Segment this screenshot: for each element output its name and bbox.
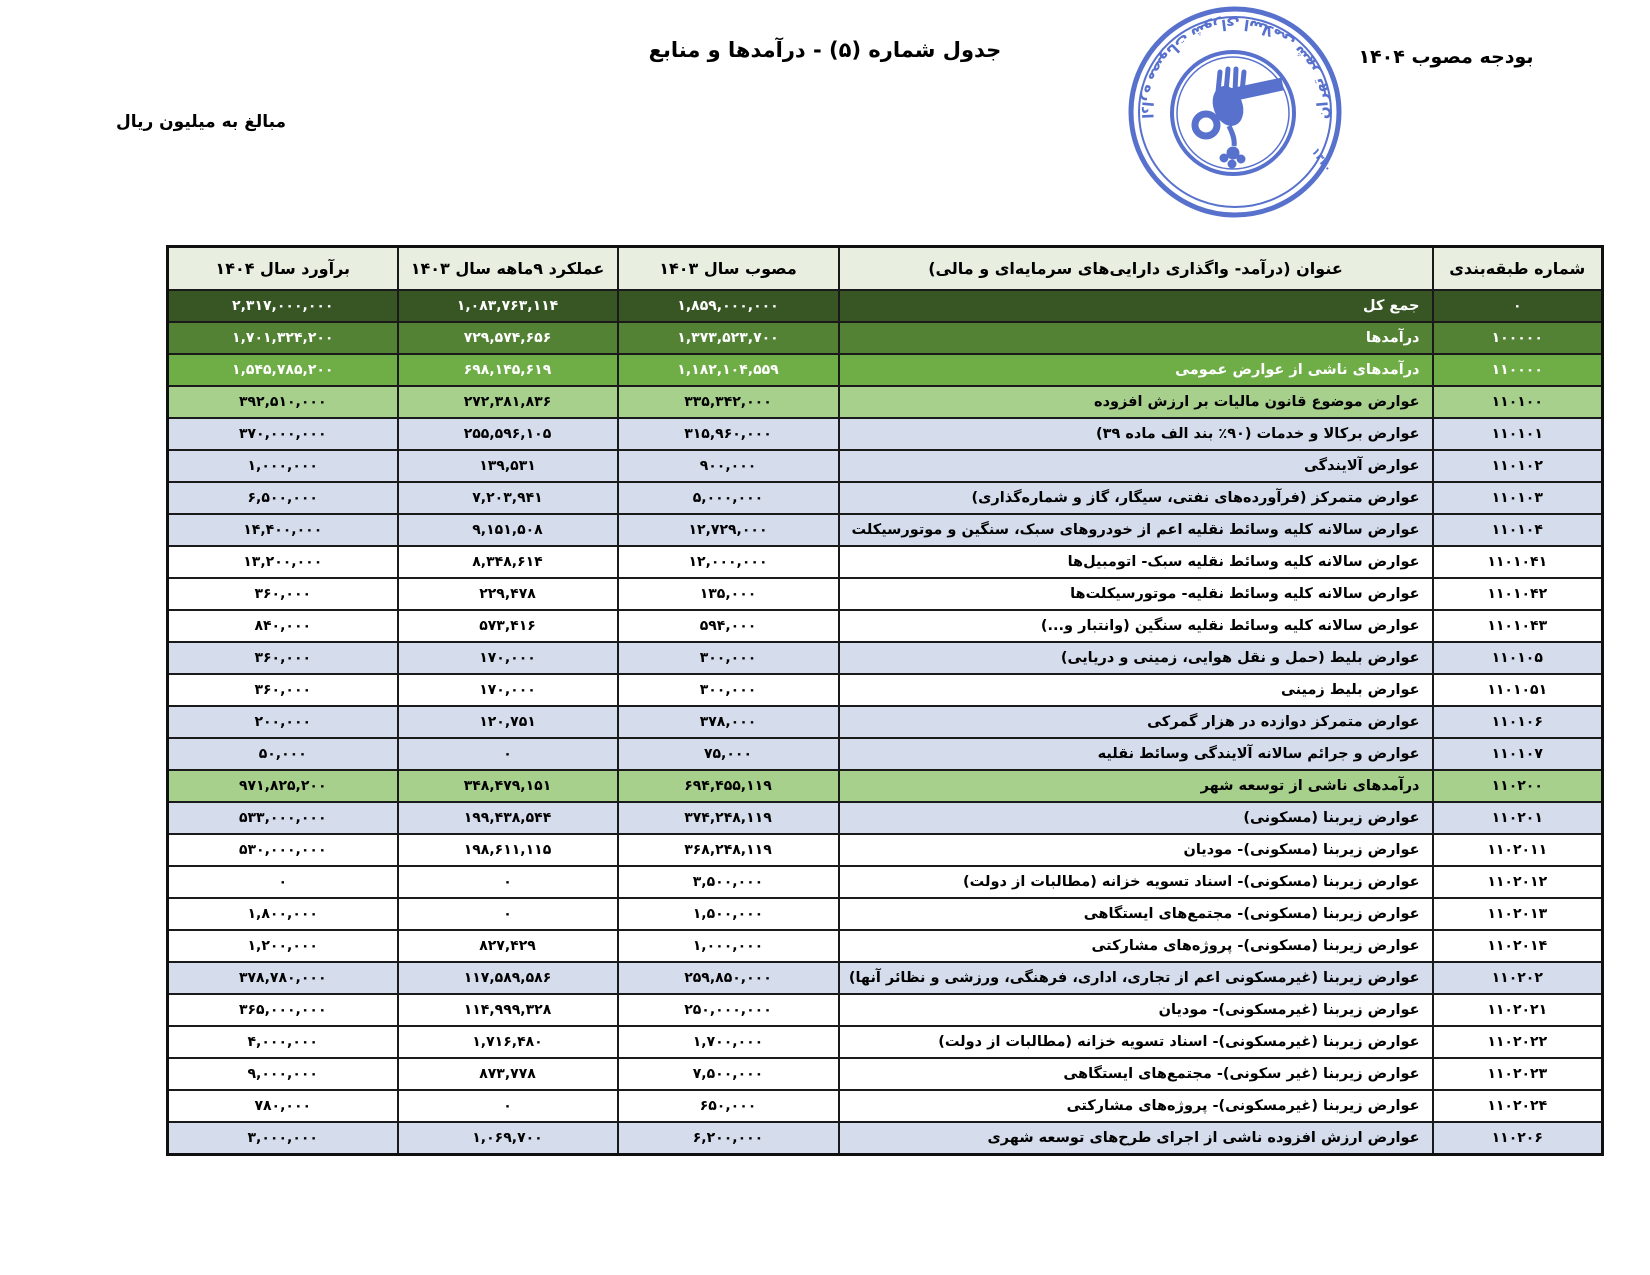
row-performance-cell: ۱,۰۸۳,۷۶۳,۱۱۴: [398, 290, 618, 322]
row-code-cell: ۱۱۰۱۰۵: [1433, 642, 1603, 674]
table-row: [168, 962, 1603, 994]
row-performance-cell: ۱۹۸,۶۱۱,۱۱۵: [398, 834, 618, 866]
row-performance-cell: ۰: [398, 1090, 618, 1122]
row-approved-cell: ۱,۵۰۰,۰۰۰: [618, 898, 839, 930]
row-code-cell: ۱۱۰۲۰۲۳: [1433, 1058, 1603, 1090]
row-performance-cell: ۱۲۰,۷۵۱: [398, 706, 618, 738]
row-approved-cell: ۹۰۰,۰۰۰: [618, 450, 839, 482]
row-title-cell: عوارض زیربنا (غیرمسکونی)- پروژه‌های مشارکتی: [839, 1090, 1433, 1122]
row-estimate-cell: ۱,۵۴۵,۷۸۵,۲۰۰: [168, 354, 398, 386]
row-performance-cell: ۷۲۹,۵۷۴,۶۵۶: [398, 322, 618, 354]
row-title-cell: جمع کل: [839, 290, 1433, 322]
row-code-cell: ۱۱۰۲۰۱۴: [1433, 930, 1603, 962]
row-code-cell: ۱۱۰۲۰۲۲: [1433, 1026, 1603, 1058]
budget-year-label: بودجه مصوب ۱۴۰۴: [1358, 46, 1534, 68]
table-row: [168, 994, 1603, 1026]
row-title-cell: درآمدهای ناشی از توسعه شهر: [839, 770, 1433, 802]
row-estimate-cell: ۵۳۳,۰۰۰,۰۰۰: [168, 802, 398, 834]
row-code-cell: ۱۱۰۱۰۴۱: [1433, 546, 1603, 578]
row-title-cell: عوارض زیربنا (غیرمسکونی)- مودیان: [839, 994, 1433, 1026]
row-estimate-cell: ۸۴۰,۰۰۰: [168, 610, 398, 642]
row-approved-cell: ۱۳۵,۰۰۰: [618, 578, 839, 610]
row-estimate-cell: ۳,۰۰۰,۰۰۰: [168, 1122, 398, 1155]
row-performance-cell: ۵۷۳,۴۱۶: [398, 610, 618, 642]
row-title-cell: عوارض سالانه کلیه وسائط نقلیه سبک- اتومبیل‌ها: [839, 546, 1433, 578]
row-estimate-cell: ۵۰,۰۰۰: [168, 738, 398, 770]
council-stamp: [1123, 2, 1347, 224]
row-code-cell: ۱۱۰۲۰۱: [1433, 802, 1603, 834]
row-approved-cell: ۳۷۸,۰۰۰: [618, 706, 839, 738]
row-code-cell: ۱۱۰۱۰۵۱: [1433, 674, 1603, 706]
table-row: [168, 482, 1603, 514]
row-approved-cell: ۳۰۰,۰۰۰: [618, 642, 839, 674]
row-approved-cell: ۷,۵۰۰,۰۰۰: [618, 1058, 839, 1090]
row-title-cell: عوارض زیربنا (مسکونی): [839, 802, 1433, 834]
budget-table: [166, 245, 1604, 1156]
row-performance-cell: ۲۷۲,۳۸۱,۸۳۶: [398, 386, 618, 418]
row-estimate-cell: ۴,۰۰۰,۰۰۰: [168, 1026, 398, 1058]
table-row: [168, 898, 1603, 930]
row-performance-cell: ۰: [398, 898, 618, 930]
row-title-cell: عوارض موضوع قانون مالیات بر ارزش افزوده: [839, 386, 1433, 418]
row-estimate-cell: ۲۰۰,۰۰۰: [168, 706, 398, 738]
row-code-cell: ۱۱۰۱۰۶: [1433, 706, 1603, 738]
row-title-cell: عوارض زیربنا (غیرمسکونی)- اسناد تسویه خزانه (مطالبات از دولت): [839, 1026, 1433, 1058]
row-title-cell: عوارض متمرکز (فرآورده‌های نفتی، سیگار، گاز و شماره‌گذاری): [839, 482, 1433, 514]
row-code-cell: ۱۱۰۲۰۰: [1433, 770, 1603, 802]
row-approved-cell: ۳۳۵,۳۴۲,۰۰۰: [618, 386, 839, 418]
table-row: [168, 354, 1603, 386]
row-code-cell: ۱۱۰۲۰۲۴: [1433, 1090, 1603, 1122]
row-title-cell: عوارض زیربنا (غیرمسکونی اعم از تجاری، اداری، فرهنگی، ورزشی و نظائر آنها): [839, 962, 1433, 994]
row-approved-cell: ۵۹۴,۰۰۰: [618, 610, 839, 642]
row-estimate-cell: ۱۳,۲۰۰,۰۰۰: [168, 546, 398, 578]
row-title-cell: عوارض بلیط (حمل و نقل هوایی، زمینی و دریایی): [839, 642, 1433, 674]
header-approved-1403: مصوب سال ۱۴۰۳: [618, 247, 839, 290]
row-title-cell: عوارض آلایندگی: [839, 450, 1433, 482]
row-title-cell: عوارض زیربنا (مسکونی)- مودیان: [839, 834, 1433, 866]
row-code-cell: ۱۱۰۲۰۱۱: [1433, 834, 1603, 866]
row-estimate-cell: ۱۴,۴۰۰,۰۰۰: [168, 514, 398, 546]
row-approved-cell: ۳۶۸,۲۴۸,۱۱۹: [618, 834, 839, 866]
row-code-cell: ۱۱۰۲۰۲۱: [1433, 994, 1603, 1026]
row-title-cell: عوارض ارزش افزوده ناشی از اجرای طرح‌های توسعه شهری: [839, 1122, 1433, 1155]
table-row: [168, 514, 1603, 546]
row-performance-cell: ۱۳۹,۵۳۱: [398, 450, 618, 482]
row-code-cell: ۰: [1433, 290, 1603, 322]
table-row: [168, 738, 1603, 770]
row-approved-cell: ۱,۳۷۳,۵۲۳,۷۰۰: [618, 322, 839, 354]
row-code-cell: ۱۱۰۱۰۴۲: [1433, 578, 1603, 610]
row-estimate-cell: ۹۷۱,۸۲۵,۲۰۰: [168, 770, 398, 802]
row-title-cell: درآمدها: [839, 322, 1433, 354]
row-title-cell: عوارض بلیط زمینی: [839, 674, 1433, 706]
row-performance-cell: ۶۹۸,۱۴۵,۶۱۹: [398, 354, 618, 386]
row-estimate-cell: ۱,۰۰۰,۰۰۰: [168, 450, 398, 482]
table-row: [168, 1090, 1603, 1122]
row-code-cell: ۱۱۰۱۰۲: [1433, 450, 1603, 482]
table-row: [168, 802, 1603, 834]
row-performance-cell: ۹,۱۵۱,۵۰۸: [398, 514, 618, 546]
table-row: [168, 578, 1603, 610]
row-performance-cell: ۳۴۸,۴۷۹,۱۵۱: [398, 770, 618, 802]
row-approved-cell: ۲۵۰,۰۰۰,۰۰۰: [618, 994, 839, 1026]
stamp-small-text: ۱۳۲۰: [1308, 145, 1335, 175]
row-performance-cell: ۱۷۰,۰۰۰: [398, 674, 618, 706]
row-performance-cell: ۱۹۹,۴۳۸,۵۴۴: [398, 802, 618, 834]
row-title-cell: عوارض زیربنا (مسکونی)- اسناد تسویه خزانه (مطالبات از دولت): [839, 866, 1433, 898]
row-estimate-cell: ۲,۳۱۷,۰۰۰,۰۰۰: [168, 290, 398, 322]
row-estimate-cell: ۳۹۲,۵۱۰,۰۰۰: [168, 386, 398, 418]
row-approved-cell: ۶۵۰,۰۰۰: [618, 1090, 839, 1122]
row-estimate-cell: ۱,۸۰۰,۰۰۰: [168, 898, 398, 930]
row-performance-cell: ۲۵۵,۵۹۶,۱۰۵: [398, 418, 618, 450]
row-approved-cell: ۳,۵۰۰,۰۰۰: [618, 866, 839, 898]
row-performance-cell: ۸,۳۴۸,۶۱۴: [398, 546, 618, 578]
budget-table-body: [168, 290, 1603, 1155]
row-estimate-cell: ۷۸۰,۰۰۰: [168, 1090, 398, 1122]
table-row: [168, 322, 1603, 354]
header-estimate-1404: برآورد سال ۱۴۰۴: [168, 247, 398, 290]
row-approved-cell: ۵,۰۰۰,۰۰۰: [618, 482, 839, 514]
row-code-cell: ۱۱۰۱۰۳: [1433, 482, 1603, 514]
stamp-ring-text: اداره مصوبات شورای اسلامی شهر تهران: [1137, 14, 1333, 120]
row-performance-cell: ۸۲۷,۴۲۹: [398, 930, 618, 962]
row-performance-cell: ۲۲۹,۴۷۸: [398, 578, 618, 610]
header-performance-9m-1403: عملکرد ۹ماهه سال ۱۴۰۳: [398, 247, 618, 290]
row-estimate-cell: ۱,۷۰۱,۳۲۴,۲۰۰: [168, 322, 398, 354]
row-title-cell: درآمدهای ناشی از عوارض عمومی: [839, 354, 1433, 386]
row-estimate-cell: ۳۷۸,۷۸۰,۰۰۰: [168, 962, 398, 994]
row-title-cell: عوارض زیربنا (مسکونی)- مجتمع‌های ایستگاهی: [839, 898, 1433, 930]
row-approved-cell: ۱,۱۸۲,۱۰۴,۵۵۹: [618, 354, 839, 386]
row-approved-cell: ۱۲,۷۲۹,۰۰۰: [618, 514, 839, 546]
row-title-cell: عوارض سالانه کلیه وسائط نقلیه اعم از خودروهای سبک، سنگین و موتورسیکلت: [839, 514, 1433, 546]
row-approved-cell: ۱,۷۰۰,۰۰۰: [618, 1026, 839, 1058]
row-performance-cell: ۱۱۷,۵۸۹,۵۸۶: [398, 962, 618, 994]
row-estimate-cell: ۳۶۰,۰۰۰: [168, 642, 398, 674]
row-performance-cell: ۱,۷۱۶,۴۸۰: [398, 1026, 618, 1058]
row-title-cell: عوارض سالانه کلیه وسائط نقلیه- موتورسیکلت‌ها: [839, 578, 1433, 610]
row-title-cell: عوارض سالانه کلیه وسائط نقلیه سنگین (وانتبار و...): [839, 610, 1433, 642]
table-row: [168, 674, 1603, 706]
table-row: [168, 1122, 1603, 1155]
row-title-cell: عوارض زیربنا (مسکونی)- پروژه‌های مشارکتی: [839, 930, 1433, 962]
row-estimate-cell: ۰: [168, 866, 398, 898]
table-row: [168, 642, 1603, 674]
table-row: [168, 290, 1603, 322]
table-row: [168, 1026, 1603, 1058]
row-code-cell: ۱۱۰۱۰۴: [1433, 514, 1603, 546]
row-estimate-cell: ۵۳۰,۰۰۰,۰۰۰: [168, 834, 398, 866]
row-estimate-cell: ۹,۰۰۰,۰۰۰: [168, 1058, 398, 1090]
row-performance-cell: ۱۱۴,۹۹۹,۳۲۸: [398, 994, 618, 1026]
row-estimate-cell: ۳۷۰,۰۰۰,۰۰۰: [168, 418, 398, 450]
row-approved-cell: ۲۵۹,۸۵۰,۰۰۰: [618, 962, 839, 994]
page-title: جدول شماره (۵) - درآمدها و منابع: [648, 38, 1002, 62]
table-row: [168, 386, 1603, 418]
row-code-cell: ۱۱۰۲۰۶: [1433, 1122, 1603, 1155]
row-performance-cell: ۸۷۳,۷۷۸: [398, 1058, 618, 1090]
row-code-cell: ۱۱۰۱۰۱: [1433, 418, 1603, 450]
table-row: [168, 770, 1603, 802]
table-row: [168, 706, 1603, 738]
row-code-cell: ۱۱۰۱۰۴۳: [1433, 610, 1603, 642]
row-approved-cell: ۳۱۵,۹۶۰,۰۰۰: [618, 418, 839, 450]
row-approved-cell: ۳۰۰,۰۰۰: [618, 674, 839, 706]
header-classification-code: شماره طبقه‌بندی: [1433, 247, 1603, 290]
row-estimate-cell: ۳۶۵,۰۰۰,۰۰۰: [168, 994, 398, 1026]
row-code-cell: ۱۱۰۰۰۰: [1433, 354, 1603, 386]
table-row: [168, 834, 1603, 866]
row-approved-cell: ۱۲,۰۰۰,۰۰۰: [618, 546, 839, 578]
row-title-cell: عوارض برکالا و خدمات (۹۰٪ بند الف ماده ۳۹): [839, 418, 1433, 450]
row-estimate-cell: ۳۶۰,۰۰۰: [168, 578, 398, 610]
row-performance-cell: ۱۷۰,۰۰۰: [398, 642, 618, 674]
stamp-emblem: [1195, 69, 1283, 168]
amounts-note: مبالغ به میلیون ریال: [115, 112, 287, 132]
row-approved-cell: ۷۵,۰۰۰: [618, 738, 839, 770]
row-code-cell: ۱۱۰۲۰۱۲: [1433, 866, 1603, 898]
table-row: [168, 866, 1603, 898]
row-code-cell: ۱۱۰۲۰۱۳: [1433, 898, 1603, 930]
header-title: عنوان (درآمد- واگذاری دارایی‌های سرمایه‌ای و مالی): [839, 247, 1433, 290]
row-title-cell: عوارض و جرائم سالانه آلایندگی وسائط نقلیه: [839, 738, 1433, 770]
row-approved-cell: ۶,۲۰۰,۰۰۰: [618, 1122, 839, 1155]
row-code-cell: ۱۱۰۱۰۰: [1433, 386, 1603, 418]
row-performance-cell: ۷,۲۰۳,۹۴۱: [398, 482, 618, 514]
row-estimate-cell: ۱,۲۰۰,۰۰۰: [168, 930, 398, 962]
row-approved-cell: ۶۹۴,۴۵۵,۱۱۹: [618, 770, 839, 802]
row-approved-cell: ۳۷۴,۲۴۸,۱۱۹: [618, 802, 839, 834]
row-estimate-cell: ۳۶۰,۰۰۰: [168, 674, 398, 706]
row-code-cell: ۱۱۰۱۰۷: [1433, 738, 1603, 770]
row-performance-cell: ۰: [398, 866, 618, 898]
row-code-cell: ۱۱۰۲۰۲: [1433, 962, 1603, 994]
table-header-row: [168, 247, 1603, 290]
row-title-cell: عوارض زیربنا (غیر سکونی)- مجتمع‌های ایستگاهی: [839, 1058, 1433, 1090]
table-row: [168, 450, 1603, 482]
table-row: [168, 610, 1603, 642]
row-approved-cell: ۱,۰۰۰,۰۰۰: [618, 930, 839, 962]
row-title-cell: عوارض متمرکز دوازده در هزار گمرکی: [839, 706, 1433, 738]
row-estimate-cell: ۶,۵۰۰,۰۰۰: [168, 482, 398, 514]
row-approved-cell: ۱,۸۵۹,۰۰۰,۰۰۰: [618, 290, 839, 322]
table-row: [168, 546, 1603, 578]
table-row: [168, 930, 1603, 962]
row-performance-cell: ۰: [398, 738, 618, 770]
table-row: [168, 1058, 1603, 1090]
row-performance-cell: ۱,۰۶۹,۷۰۰: [398, 1122, 618, 1155]
row-code-cell: ۱۰۰۰۰۰: [1433, 322, 1603, 354]
table-row: [168, 418, 1603, 450]
